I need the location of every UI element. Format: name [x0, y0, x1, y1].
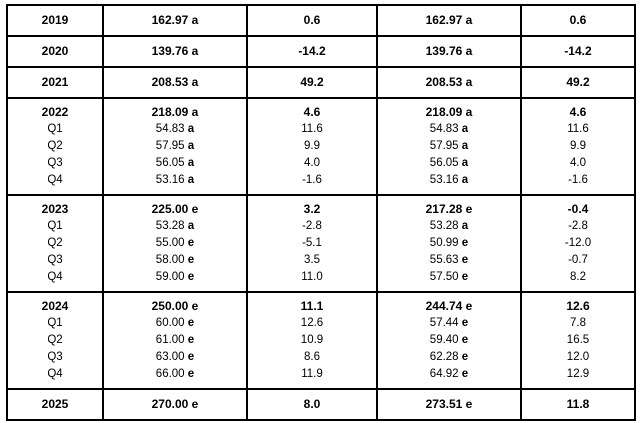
table-row	[7, 269, 635, 292]
table-row	[7, 121, 635, 138]
value-current-estimate	[103, 315, 247, 332]
value-flag: e	[461, 317, 469, 329]
value-current-estimate	[103, 67, 247, 98]
value-prior-estimate	[377, 5, 521, 36]
value-flag: a	[461, 157, 469, 169]
percent-change-prior: 8.2	[521, 269, 635, 292]
row-period-label: Q3	[7, 155, 103, 172]
value-text: 162.97	[151, 13, 189, 27]
value-flag: a	[187, 157, 195, 169]
table-row	[7, 235, 635, 252]
percent-change-prior: 4.0	[521, 155, 635, 172]
percent-change-current: 10.9	[247, 332, 377, 349]
table-group	[7, 36, 635, 67]
row-period-label: 2024	[7, 292, 103, 315]
percent-change-current: 8.0	[247, 389, 377, 420]
table-row	[7, 315, 635, 332]
value-current-estimate	[103, 121, 247, 138]
value-flag: e	[191, 202, 199, 216]
value-text: 273.51	[425, 397, 463, 411]
value-prior-estimate	[377, 36, 521, 67]
value-flag: a	[461, 140, 469, 152]
value-text: 162.97	[425, 13, 463, 27]
value-flag: e	[465, 299, 473, 313]
percent-change-prior: 12.0	[521, 349, 635, 366]
row-period-label: Q4	[7, 269, 103, 292]
row-period-label: Q4	[7, 366, 103, 389]
value-text: 60.00	[155, 317, 185, 329]
value-text: 217.28	[425, 202, 463, 216]
table-row	[7, 172, 635, 195]
value-text: 50.99	[429, 237, 459, 249]
value-flag: a	[187, 174, 195, 186]
percent-change-prior: 7.8	[521, 315, 635, 332]
value-current-estimate	[103, 195, 247, 218]
value-text: 59.40	[429, 334, 459, 346]
value-text: 61.00	[155, 334, 185, 346]
value-flag: e	[461, 271, 469, 283]
value-text: 57.95	[155, 140, 185, 152]
value-flag: a	[461, 174, 469, 186]
value-flag: e	[187, 271, 195, 283]
value-flag: e	[191, 397, 199, 411]
percent-change-current: 0.6	[247, 5, 377, 36]
value-flag: e	[461, 351, 469, 363]
value-prior-estimate	[377, 292, 521, 315]
percent-change-current: -1.6	[247, 172, 377, 195]
value-prior-estimate	[377, 315, 521, 332]
financial-data-table	[6, 4, 636, 421]
value-current-estimate	[103, 235, 247, 252]
value-flag: e	[187, 237, 195, 249]
percent-change-current: 11.6	[247, 121, 377, 138]
percent-change-current: 4.0	[247, 155, 377, 172]
table-group	[7, 98, 635, 195]
percent-change-prior: -14.2	[521, 36, 635, 67]
value-flag: a	[465, 75, 473, 89]
percent-change-current: 3.5	[247, 252, 377, 269]
value-prior-estimate	[377, 172, 521, 195]
value-text: 66.00	[155, 368, 185, 380]
table-row	[7, 349, 635, 366]
percent-change-current: 8.6	[247, 349, 377, 366]
row-period-label: Q1	[7, 315, 103, 332]
value-current-estimate	[103, 5, 247, 36]
value-text: 218.09	[151, 105, 189, 119]
percent-change-current: 9.9	[247, 138, 377, 155]
value-flag: a	[187, 140, 195, 152]
value-text: 54.83	[429, 123, 459, 135]
row-period-label: Q2	[7, 332, 103, 349]
percent-change-current: 4.6	[247, 98, 377, 121]
table-row	[7, 98, 635, 121]
table-row	[7, 138, 635, 155]
value-current-estimate	[103, 36, 247, 67]
value-current-estimate	[103, 138, 247, 155]
value-flag: a	[191, 75, 199, 89]
value-text: 62.28	[429, 351, 459, 363]
row-period-label: Q2	[7, 235, 103, 252]
value-flag: a	[191, 105, 199, 119]
row-period-label: Q4	[7, 172, 103, 195]
row-period-label: Q2	[7, 138, 103, 155]
value-text: 59.00	[155, 271, 185, 283]
value-current-estimate	[103, 218, 247, 235]
percent-change-current: -2.8	[247, 218, 377, 235]
percent-change-prior: 11.8	[521, 389, 635, 420]
value-text: 139.76	[425, 44, 463, 58]
value-current-estimate	[103, 252, 247, 269]
percent-change-prior: -2.8	[521, 218, 635, 235]
row-period-label: Q3	[7, 252, 103, 269]
value-flag: e	[187, 368, 195, 380]
percent-change-prior: 12.6	[521, 292, 635, 315]
value-current-estimate	[103, 292, 247, 315]
value-text: 58.00	[155, 254, 185, 266]
row-period-label: 2022	[7, 98, 103, 121]
value-flag: e	[187, 351, 195, 363]
percent-change-current: 11.0	[247, 269, 377, 292]
value-text: 225.00	[151, 202, 189, 216]
value-current-estimate	[103, 366, 247, 389]
table-row	[7, 5, 635, 36]
value-prior-estimate	[377, 98, 521, 121]
value-prior-estimate	[377, 155, 521, 172]
value-prior-estimate	[377, 269, 521, 292]
table-row	[7, 366, 635, 389]
value-flag: a	[187, 220, 195, 232]
value-text: 63.00	[155, 351, 185, 363]
value-text: 55.63	[429, 254, 459, 266]
value-prior-estimate	[377, 138, 521, 155]
value-text: 208.53	[151, 75, 189, 89]
percent-change-prior: 11.6	[521, 121, 635, 138]
value-text: 270.00	[151, 397, 189, 411]
percent-change-current: -14.2	[247, 36, 377, 67]
value-current-estimate	[103, 332, 247, 349]
value-flag: a	[191, 44, 199, 58]
table-row	[7, 67, 635, 98]
percent-change-prior: 4.6	[521, 98, 635, 121]
value-current-estimate	[103, 349, 247, 366]
value-flag: e	[461, 254, 469, 266]
value-text: 57.50	[429, 271, 459, 283]
value-flag: a	[465, 44, 473, 58]
value-text: 54.83	[155, 123, 185, 135]
value-current-estimate	[103, 389, 247, 420]
table-group	[7, 389, 635, 420]
row-period-label: Q1	[7, 121, 103, 138]
row-period-label: 2019	[7, 5, 103, 36]
row-period-label: 2021	[7, 67, 103, 98]
value-flag: a	[465, 105, 473, 119]
percent-change-current: 3.2	[247, 195, 377, 218]
percent-change-prior: -0.4	[521, 195, 635, 218]
value-current-estimate	[103, 172, 247, 195]
value-prior-estimate	[377, 332, 521, 349]
value-text: 218.09	[425, 105, 463, 119]
value-text: 56.05	[155, 157, 185, 169]
value-text: 244.74	[425, 299, 463, 313]
percent-change-prior: -0.7	[521, 252, 635, 269]
value-text: 53.28	[155, 220, 185, 232]
value-text: 56.05	[429, 157, 459, 169]
row-period-label: Q1	[7, 218, 103, 235]
value-flag: e	[461, 368, 469, 380]
row-period-label: 2025	[7, 389, 103, 420]
table-row	[7, 218, 635, 235]
value-flag: e	[187, 334, 195, 346]
table-group	[7, 5, 635, 36]
value-text: 139.76	[151, 44, 189, 58]
value-flag: a	[187, 123, 195, 135]
value-prior-estimate	[377, 195, 521, 218]
value-prior-estimate	[377, 121, 521, 138]
table-row	[7, 292, 635, 315]
value-text: 64.92	[429, 368, 459, 380]
table-group	[7, 292, 635, 389]
value-flag: e	[187, 254, 195, 266]
table-group	[7, 195, 635, 292]
percent-change-prior: 49.2	[521, 67, 635, 98]
value-flag: e	[461, 237, 469, 249]
value-prior-estimate	[377, 389, 521, 420]
percent-change-current: 11.1	[247, 292, 377, 315]
value-prior-estimate	[377, 252, 521, 269]
row-period-label: Q3	[7, 349, 103, 366]
percent-change-prior: 12.9	[521, 366, 635, 389]
table-group	[7, 67, 635, 98]
percent-change-current: 11.9	[247, 366, 377, 389]
value-text: 53.28	[429, 220, 459, 232]
value-text: 53.16	[429, 174, 459, 186]
value-prior-estimate	[377, 235, 521, 252]
value-prior-estimate	[377, 218, 521, 235]
value-flag: a	[461, 220, 469, 232]
value-flag: e	[465, 202, 473, 216]
row-period-label: 2020	[7, 36, 103, 67]
value-prior-estimate	[377, 67, 521, 98]
percent-change-prior: 9.9	[521, 138, 635, 155]
value-flag: a	[461, 123, 469, 135]
table-row	[7, 155, 635, 172]
value-flag: a	[191, 13, 199, 27]
value-text: 57.95	[429, 140, 459, 152]
table-row	[7, 195, 635, 218]
value-prior-estimate	[377, 349, 521, 366]
value-flag: e	[191, 299, 199, 313]
value-prior-estimate	[377, 366, 521, 389]
percent-change-current: 12.6	[247, 315, 377, 332]
percent-change-prior: -1.6	[521, 172, 635, 195]
row-period-label: 2023	[7, 195, 103, 218]
percent-change-prior: -12.0	[521, 235, 635, 252]
percent-change-prior: 16.5	[521, 332, 635, 349]
value-current-estimate	[103, 155, 247, 172]
percent-change-current: 49.2	[247, 67, 377, 98]
value-current-estimate	[103, 98, 247, 121]
value-text: 55.00	[155, 237, 185, 249]
table-row	[7, 389, 635, 420]
value-current-estimate	[103, 269, 247, 292]
value-flag: e	[461, 334, 469, 346]
value-text: 250.00	[151, 299, 189, 313]
value-text: 53.16	[155, 174, 185, 186]
value-flag: a	[465, 13, 473, 27]
value-text: 208.53	[425, 75, 463, 89]
percent-change-prior: 0.6	[521, 5, 635, 36]
percent-change-current: -5.1	[247, 235, 377, 252]
value-flag: e	[187, 317, 195, 329]
table-row	[7, 36, 635, 67]
value-flag: e	[465, 397, 473, 411]
table-row	[7, 252, 635, 269]
value-text: 57.44	[429, 317, 459, 329]
table-row	[7, 332, 635, 349]
